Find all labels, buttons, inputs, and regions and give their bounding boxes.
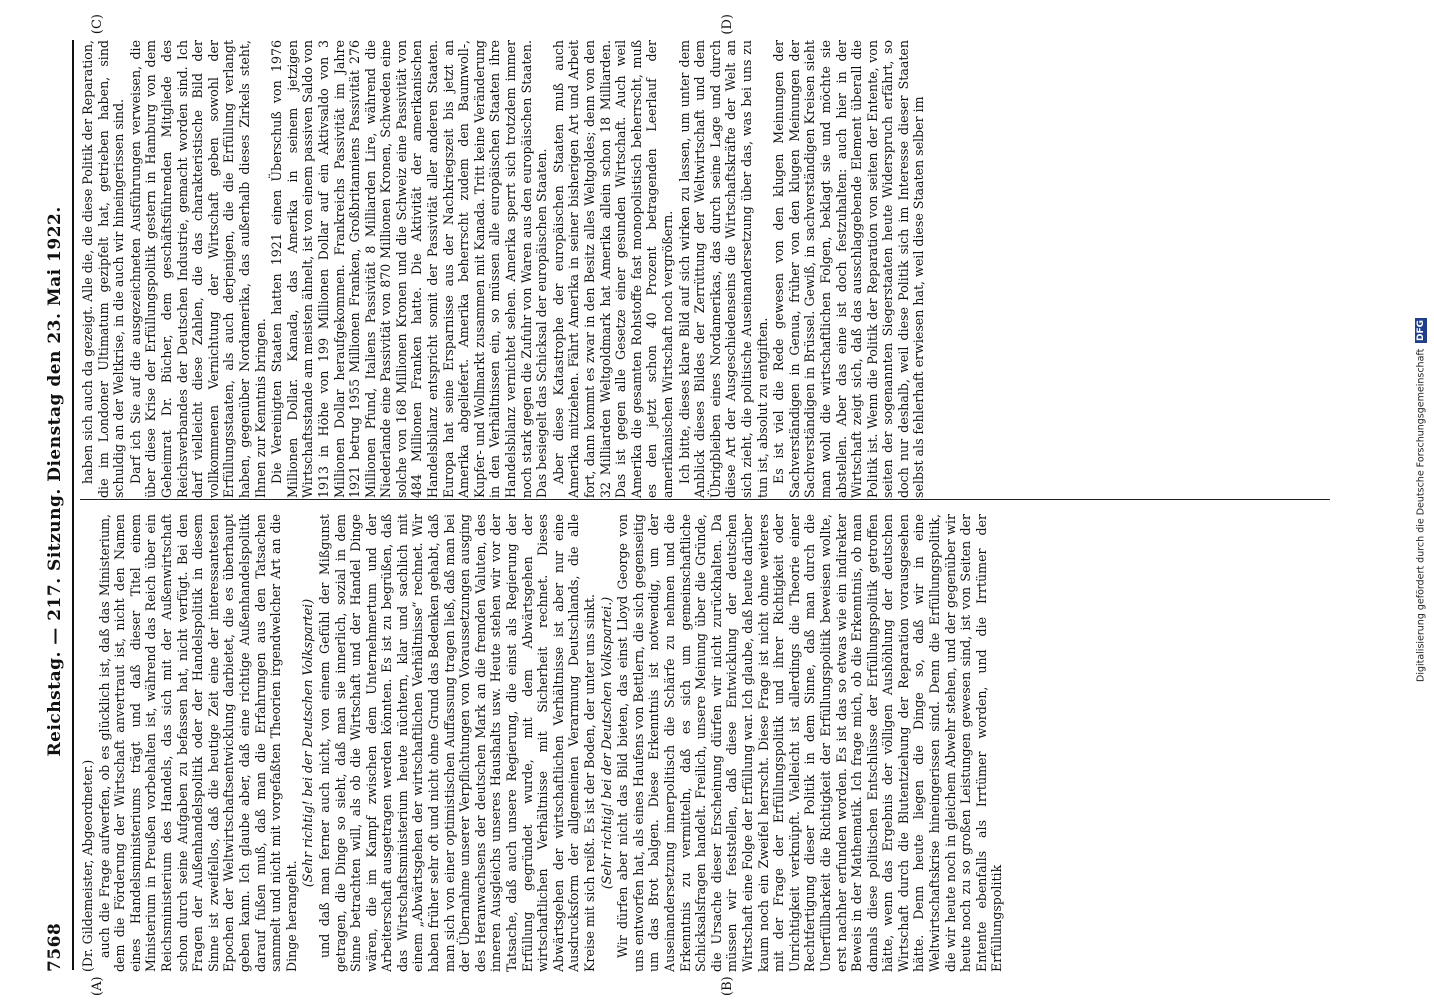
interjection: (Sehr richtig! bei der Deutschen Volkspartei) — [300, 598, 316, 888]
paragraph: Aber diese Katastrophe der europäischen Staaten muß auch Amerika mitziehen. Fährt Amerika in seiner bisherigen Art und Arbeit fort, dann kommt es zwar in den Besitz alles Weltgoldes; denn von den 32 Milliarden Weltgoldmark hat Amerika allein schon 18 Milliarden. Das ist gegen alle Gesetze einer gesunden Wirtschaft. Auch weil Amerika die gesamten Rohstoffe fast monopolistisch beherrscht, muß es den jetzt schon 40 Prozent betragenden Leerlauf der amerikanischen Wirtschaft noch vergrößern. — [550, 40, 675, 498]
margin-letter-a: (A) — [90, 976, 105, 996]
digitization-credit — [1412, 8, 1430, 992]
paragraph: auch die Frage aufwerfen, ob es glücklich ist, daß das Ministerium, dem die Förderung der Wirtschaft anvertraut ist, nicht den Namen eines Handelsministeriums trägt und daß dieser Titel einem Ministerium in Preußen vorbehalten ist, während das Reich über ein Reichsministerium des Handels, das sich mit der Außenwirtschaft schon durch seine Aufgaben zu befassen hat, nicht verfügt. Bei den Fragen der Außenhandelspolitik oder der Handelspolitik in diesem Sinne ist zweifellos, daß die heutige Zeit eine der interessantesten Epochen der Weltwirtschaftsentwicklung darbietet, die es überhaupt geben kann. Ich glaube aber, daß eine richtige Außenhandelspolitik darauf fußen muß, daß man die Erfahrungen aus den Tatsachen sammelt und nicht mit vorgefaßten Theorien irgendwelcher Art an die Dinge herangeht. — [96, 514, 299, 972]
paragraph: und daß man ferner auch nicht, von einem Gefühl der Mißgunst getragen, die Dinge so sieht, daß man sie innerlich, sozial in dem Sinne betrachten will, als ob die Wirtschaft und der Handel Dinge wären, die im Kampf zwischen dem Unternehmertum und der Arbeiterschaft ausgetragen werden könnten. Es ist zu begrüßen, daß das Wirtschaftsministerium heute nüchtern, klar und sachlich mit einem „Abwärtsgehen der wirtschaftlichen Verhältnisse“ rechnet. Wir haben früher sehr oft und nicht ohne Grund das Bedenken gehabt, daß man sich von einer optimistischen Auffassung tragen ließ, daß man bei der Übernahme unserer Verpflichtungen von Voraussetzungen ausging des Heranwachsens der deutschen Mark an die fremden Valuten, des inneren Ausgleichs unseres Haushalts usw. Heute stehen wir vor der Tatsache, daß auch unsere Regierung, die einst als Regierung der Erfüllung gegründet wurde, mit dem Abwärtsgehen der wirtschaftlichen Verhältnisse mit Sicherheit rechnet. Dieses Abwärtsgehen der wirtschaftlichen Verhältnisse ist aber nur eine Ausdrucksform der allgemeinen Verarmung Deutschlands, die alle Kreise mit sich reißt. Es ist der Boden, der unter uns sinkt. — [316, 514, 597, 972]
text-columns — [80, 40, 1330, 972]
paragraph: Darf ich Sie auf die ausgezeichneten Ausführungen verweisen, die über diese Krise der Erfüllungspolitik gestern in Hamburg von dem Geheimrat Dr. Bücher, dem geschäftsführenden Mitgliede des Reichsverbandes der Deutschen Industrie, gemacht worden sind. Ich darf vielleicht diese Zahlen, die das charakteristische Bild der vollkommenen Vernichtung der Wirtschaft geben sowohl der Erfüllungsstaaten, als auch derjenigen, die die Erfüllung verlangt haben, gegenüber Nordamerika, das außerhalb dieses Zirkels steht, Ihnen zur Kenntnis bringen. — [127, 40, 268, 498]
paragraph: Ich bitte, dieses klare Bild auf sich wirken zu lassen, um unter dem Anblick dieses Bildes der Zerrüttung der Weltwirtschaft und dem Übrigbleiben eines Nordamerikas, das durch seine Lage und durch diese Art der Ausgeschiedenseins die Wirtschaftskräfte der Welt an sich zieht, die politische Auseinandersetzung über das, was bei uns zu tun ist, absolut zu entgiften. — [676, 40, 770, 498]
interjection: (Sehr richtig! bei der Deutschen Volkspartei.) — [598, 596, 614, 890]
running-head — [40, 40, 70, 972]
credit-text: Digitalisierung gefördert durch die Deutsche Forschungsgemeinschaft — [1415, 348, 1427, 683]
margin-letter-b: (B) — [720, 976, 735, 996]
margin-letter-d: (D) — [720, 14, 735, 35]
page-number: 7568 — [45, 922, 65, 972]
speaker-line: (Dr. Gildemeister, Abgeordneter.) — [80, 759, 95, 972]
header-rule — [72, 40, 74, 970]
dfg-logo: DFG — [1416, 319, 1426, 341]
paragraph: Es ist viel die Rede gewesen von den klugen Meinungen der Sachverständigen in Genua, früher von den klugen Meinungen der Sachverständigen in Brüssel. Gewiß, in sachverständigen Kreisen sieht man wohl die wirtschaftlichen Folgen, beklagt sie und möchte sie abstellen. Aber das eine ist doch festzuhalten: auch hier in der Wirtschaft zeigt sich, daß das ausschlaggebende Element überall die Politik ist. Wenn die Politik der Reparation von seiten der Entente, von seiten der sogenannten Siegerstaaten heute Widerspruch erfährt, so doch nur deshalb, weil diese Politik sich im Interesse dieser Staaten selbst als fehlerhaft erwiesen hat, weil diese Staaten selber im — [771, 40, 927, 498]
paragraph: Wir dürfen aber nicht das Bild bieten, das einst Lloyd George von uns entworfen hat, als eines Haufens von Bettlern, die sich gegenseitig um das Brot balgen. Diese Erkenntnis ist notwendig, um der Auseinandersetzung innerpolitisch die Schärfe zu nehmen und die Erkenntnis zu vermitteln, daß es sich um gemeinschaftliche Schicksalsfragen handelt. Freilich, unsere Meinung über die Gründe, die Ursache dieser Erscheinung dürfen wir nicht zurückhalten. Da müssen wir feststellen, daß diese Entwicklung der deutschen Wirtschaft eine Folge der Erfüllung war. Ich glaube, daß heute darüber kaum noch ein Zweifel herrscht. Diese Frage ist nicht ohne weiteres mit der Frage der Erfüllungspolitik und ihrer Richtigkeit oder Unrichtigkeit verknüpft. Vielleicht ist allerdings die Theorie einer Rechtfertigung dieser Politik in dem Sinne, daß man durch die Unerfüllbarkeit die Richtigkeit der Erfüllungspolitik beweisen wollte, erst nachher erfunden worden. Es ist das so etwas wie ein indirekter Beweis in der Mathematik. Ich frage mich, ob die Erkenntnis, ob man damals diese politischen Entschlüsse der Erfüllungspolitik getroffen hätte, wenn das Ergebnis der völligen Aushöhlung der deutschen Wirtschaft durch die Blutentziehung der Reparation vorausgesehen hätte. Denn heute liegen die Dinge so, daß wir in eine Weltwirtschaftskrise hineingerissen sind. Denn die Erfüllungspolitik, die wir heute noch in gleichem Abwehr stehen, und der gegenüber wir heute noch zu so großen Leistungen gewesen sind, ist von Seiten der Entente ebenfalls als Irrtümer worden, und die Irrtümer der Erfüllungspolitik — [615, 514, 1005, 972]
paragraph: haben sich auch da gezeigt. Alle die, die diese Politik der Reparation, die im Londoner Ultimatum gezipfelt hat, getrieben haben, sind schuldig an der Weltkrise, in die auch wir hineingerissen sind. — [80, 40, 127, 498]
paragraph: Die Vereinigten Staaten hatten 1921 einen Überschuß von 1976 Millionen Dollar. Kanada, das Amerika in seinem jetzigen Wirtschaftsstande am meisten ähnelt, ist von einem passiven Saldo von 1913 in Höhe von 199 Millionen Dollar auf ein Aktivsaldo von 3 Millionen Dollar heraufgekommen. Frankreichs Passivität im Jahre 1921 betrug 1955 Millionen Franken, Großbritanniens Passivität 276 Millionen Pfund, Italiens Passivität 8 Milliarden Lire, während die Niederlande eine Passivität von 870 Millionen Kronen, Schweden eine solche von 168 Millionen Kronen und die Schweiz eine Passivität von 484 Millionen Franken hatte. Die Aktivität der amerikanischen Handelsbilanz entspricht somit der Passivität aller anderen Staaten. Europa hat seine Ersparnisse aus der Nachkriegszeit bis jetzt an Amerika abgeliefert. Amerika beherrscht zudem den Baumwoll-, Kupfer- und Wollmarkt zusammen mit Kanada. Tritt keine Veränderung in den Verhältnissen ein, so müssen alle europäischen Staaten ihre Handelsbilanz vernichtet sehen. Amerika sperrt sich trotzdem immer noch stark gegen die Zufuhr von Waren aus den europäischen Staaten. Das besiegelt das Schicksal der europäischen Staaten. — [269, 40, 550, 498]
right-column — [80, 40, 1330, 498]
left-column — [80, 514, 1330, 972]
margin-letter-c: (C) — [90, 14, 105, 35]
session-title: Reichstag. — 217. Sitzung. Dienstag den 23. Mai 1922. — [45, 206, 65, 757]
